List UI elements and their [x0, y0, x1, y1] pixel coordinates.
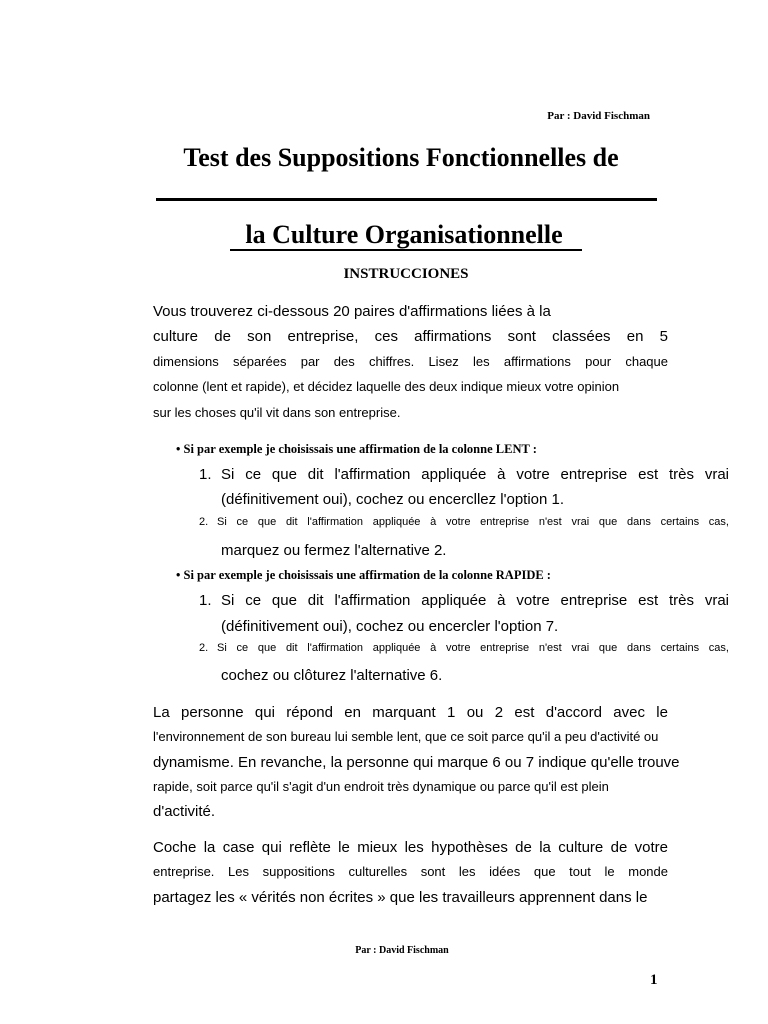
intro-line: colonne (lent et rapide), et décidez laquelle des deux indique mieux votre opinion — [153, 379, 620, 394]
list-number: 1. — [199, 592, 212, 609]
list-item-line: Si ce que dit l'affirmation appliquée à votre entreprise est très vrai — [221, 592, 729, 609]
document-title-line2: la Culture Organisationnelle — [245, 220, 563, 249]
paragraph2-line: l'environnement de son bureau lui semble lent, que ce soit parce qu'il a peu d'activité ou — [153, 729, 659, 744]
title-underline — [230, 249, 582, 251]
paragraph2-line: La personne qui répond en marquant 1 ou 2 est d'accord avec le — [153, 704, 668, 721]
paragraph3-line: entreprise. Les suppositions culturelles sont les idées que tout le monde — [153, 864, 668, 879]
list-item-line: Si ce que dit l'affirmation appliquée à votre entreprise est très vrai — [221, 466, 729, 483]
document-title-line1: Test des Suppositions Fonctionnelles de — [183, 143, 619, 172]
paragraph3-line: Coche la case qui reflète le mieux les hypothèses de la culture de votre — [153, 839, 668, 856]
list-item-line: cochez ou clôturez l'alternative 6. — [221, 667, 443, 684]
intro-line: culture de son entreprise, ces affirmations sont classées en 5 — [153, 328, 668, 345]
list-item-line: Si ce que dit l'affirmation appliquée à votre entreprise n'est vrai que dans certains cas, — [217, 516, 729, 528]
paragraph2-line: rapide, soit parce qu'il s'agit d'un endroit très dynamique ou parce qu'il est plein — [153, 779, 609, 794]
list-item-line: marquez ou fermez l'alternative 2. — [221, 542, 447, 559]
list-item-line: Si ce que dit l'affirmation appliquée à votre entreprise n'est vrai que dans certains cas, — [217, 642, 729, 654]
intro-line: Vous trouverez ci-dessous 20 paires d'affirmations liées à la — [153, 303, 551, 320]
list-item-line: (définitivement oui), cochez ou encercler l'option 7. — [221, 618, 559, 635]
list-number: 2. — [199, 642, 209, 654]
intro-line: sur les choses qu'il vit dans son entreprise. — [153, 405, 401, 420]
paragraph2-line: d'activité. — [153, 803, 216, 820]
title-divider — [156, 198, 657, 201]
list-number: 2. — [199, 516, 209, 528]
intro-line: dimensions séparées par des chiffres. Lisez les affirmations pour chaque — [153, 354, 668, 369]
list-item-line: (définitivement oui), cochez ou encercllez l'option 1. — [221, 491, 565, 508]
instructions-heading: INSTRUCCIONES — [343, 266, 469, 282]
list-number: 1. — [199, 466, 212, 483]
header-author: Par : David Fischman — [547, 110, 650, 122]
bullet-lent: • Si par exemple je choisissais une affirmation de la colonne LENT : — [176, 442, 537, 456]
footer-author: Par : David Fischman — [355, 945, 449, 956]
paragraph3-line: partagez les « vérités non écrites » que les travailleurs apprennent dans le — [153, 889, 648, 906]
paragraph2-line: dynamisme. En revanche, la personne qui marque 6 ou 7 indique qu'elle trouve — [153, 754, 680, 771]
bullet-rapide: • Si par exemple je choisissais une affirmation de la colonne RAPIDE : — [176, 568, 551, 582]
page-number: 1 — [650, 972, 658, 988]
